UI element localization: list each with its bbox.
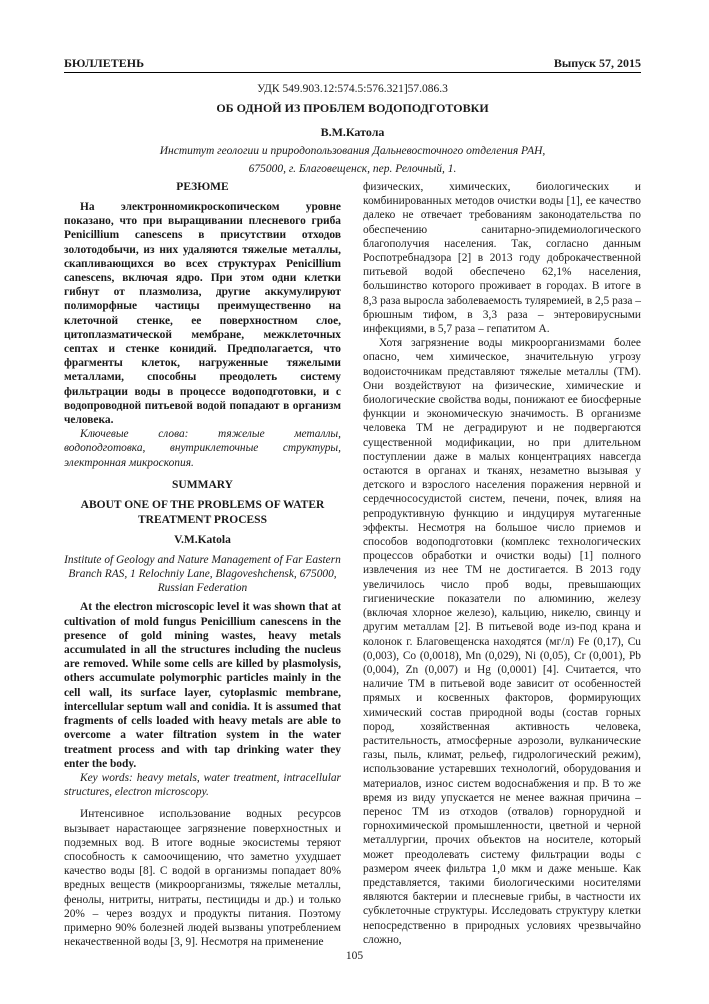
resume-text: На электронномикроскопическом уровне показано, что при выращивании плесневого гриба Penicillium canescens в присутствии отходов золотодобычи, из них удаляются тяжелые металлы, скапливающихся во всех структурах Penicillium canescens, включая ядро. При этом одни клетки гибнут от плазмолиза, другие аккумулируют полиморфные частицы преимущественно на клеточной стенке, ее поверхностном слое, цитоплазматической мембране, межклеточных септах и стенке конидий. Предполагается, что фрагменты клеток, нагруженные тяжелыми металлами, способны преодолеть систему фильтрации воды в процессе водоподготовки, и с водопроводной питьевой водой попадают в организм человека. (64, 201, 341, 427)
affiliation-ru-line2: 675000, г. Благовещенск, пер. Релочный, 1. (248, 163, 457, 175)
issue-label: Выпуск 57, 2015 (553, 56, 641, 70)
body-paragraph-3: Хотя загрязнение воды микроорганизмами более опасно, чем химическое, значительную угрозу водоисточникам представляют тяжелые металлы (ТМ). Они воздействуют на физические, химические и биологические свойства воды, понижают ее биосферные функции и экономическую значимость. В организме человека ТМ не деградируют и не подвергаются существенной модификации, но при длительном поступлении даже в малых концентрациях навсегда остаются в органах и тканях, незаметно вызывая у детского и взрослого населения поражения нервной и сердечнососудистой систем, печени, почек, влияя на репродуктивную функцию и индуцируя мутагенные эффекты. Несмотря на большое число приемов и способов водоподготовки (комплекс технологических процессов обработки и очистки воды) [1] полного извлечения из нее ТМ не достигается. В 2013 году увеличилось число проб воды, превышающих гигиенические показатели по алюминию, железу (включая хлорное железо), кальцию, никелю, свинцу и другим металлам [2]. В питьевой воде из-под крана и колонок г. Благовещенска находятся (мг/л) Fe (0,17), Cu (0,003), Co (0,0018), Mn (0,029), Ni (0,05), Cr (0,001), Pb (0,004), Zn (0,007) и Hg (0,0001) [4]. Считается, что наличие ТМ в питьевой воде зависит от особенностей прямых и косвенных факторов, формирующих химический состав природной воды (состав горных пород, хозяйственная активность человека, растительность, атмосферные аэрозоли, вулканические газы, пыль, климат, рельеф, гидрологический режим), использование устаревших технологий, оборудования и материалов, износ систем водоснабжения и пр. В то же время из виду упускается не менее важная причина – перенос ТМ из отходов (отвалов) горнорудной и горнохимической промышленности, цветной и черной металлургии, прочих объектов на носителе, который может преодолевать систему фильтрации воды с размером ячеек фильтра 1,0 мкм и даже меньше. Как представляется, такими биологическими носителями являются бактерии и плесневые грибы, в частности их субклеточные структуры. Исследовать структуру клетки непосредственно в природных условиях чрезвычайно сложно, (363, 337, 641, 946)
journal-name: БЮЛЛЕТЕНЬ (64, 56, 145, 70)
resume-heading: РЕЗЮМЕ (176, 181, 229, 193)
summary-heading: SUMMARY (172, 478, 233, 491)
body-paragraph-2: физических, химических, биологических и комбинированных методов очистки воды [1], ее качество далеко не отвечает требованиям законодательства по обеспечению санитарно-эпидемиологического благополучия населения. Так, согласно данным Роспотребнадзора [2] в 2013 году доброкачественной питьевой водой обеспечено 62,1% населения, большинство которого проживает в городах. В итоге в 8,3 раза выросла заболеваемость туляремией, в 2,5 раза – брюшным тифом, в 3,3 раза – энтеровирусными инфекциями, в 5,7 раза – гепатитом А. (363, 181, 641, 336)
affiliation-ru-line1: Институт геологии и природопользования Дальневосточного отделения РАН, (159, 145, 546, 157)
keywords-en: Key words: heavy metals, water treatment, intracellular structures, electron microscopy. (64, 771, 341, 799)
page-number: 105 (345, 950, 364, 962)
article-title-en: ABOUT ONE OF THE PROBLEMS OF WATER TREATMENT PROCESS (80, 498, 325, 526)
header-rule (64, 72, 641, 73)
left-column (64, 180, 341, 949)
running-header (64, 56, 641, 72)
article-head (64, 78, 641, 176)
right-column (363, 180, 641, 947)
keywords-ru: Ключевые слова: тяжелые металлы, водоподготовка, внутриклеточные структуры, электронная микроскопия. (64, 428, 341, 469)
author-en: V.M.Katola (174, 533, 231, 546)
article-title-ru: ОБ ОДНОЙ ИЗ ПРОБЛЕМ ВОДОПОДГОТОВКИ (216, 101, 489, 115)
body-paragraph-1: Интенсивное использование водных ресурсов вызывает нарастающее загрязнение поверхностных и подземных вод. В итоге водные экосистемы теряют способность к самоочищению, что заметно ухудшает качество воды [8]. С водой в организмы попадает 80% вредных веществ (микроорганизмы, тяжелые металлы, фенолы, нитриты, нитраты, пестициды и др.) и только 20% – через воздух и продукты питания. Поэтому примерно 90% болезней людей вызваны употреблением некачественной воды [3, 9]. Несмотря на применение (64, 808, 341, 949)
summary-text: At the electron microscopic level it was shown that at cultivation of mold fungus Penicillium canescens in the presence of gold mining wastes, heavy metals accumulated in all the structures including the nucleus are removed. While some cells are killed by plasmolysis, others accumulate polymorphic particles mainly in the cell wall, its surface layer, cytoplasmic membrane, intercellular septum wall and conidia. It is assumed that fragments of cells loaded with heavy metals are able to overcome a water filtration system in the water treatment process and with tap drinking water they enter the body. (64, 601, 341, 770)
author-ru: В.М.Катола (320, 125, 385, 139)
affiliation-en: Institute of Geology and Nature Management of Far Eastern Branch RAS, 1 Relochniy Lane, Blagoveshchensk, 675000, Russian Federation (64, 553, 341, 595)
udk-code: УДК 549.903.12:574.5:576.321]57.086.3 (257, 83, 448, 95)
